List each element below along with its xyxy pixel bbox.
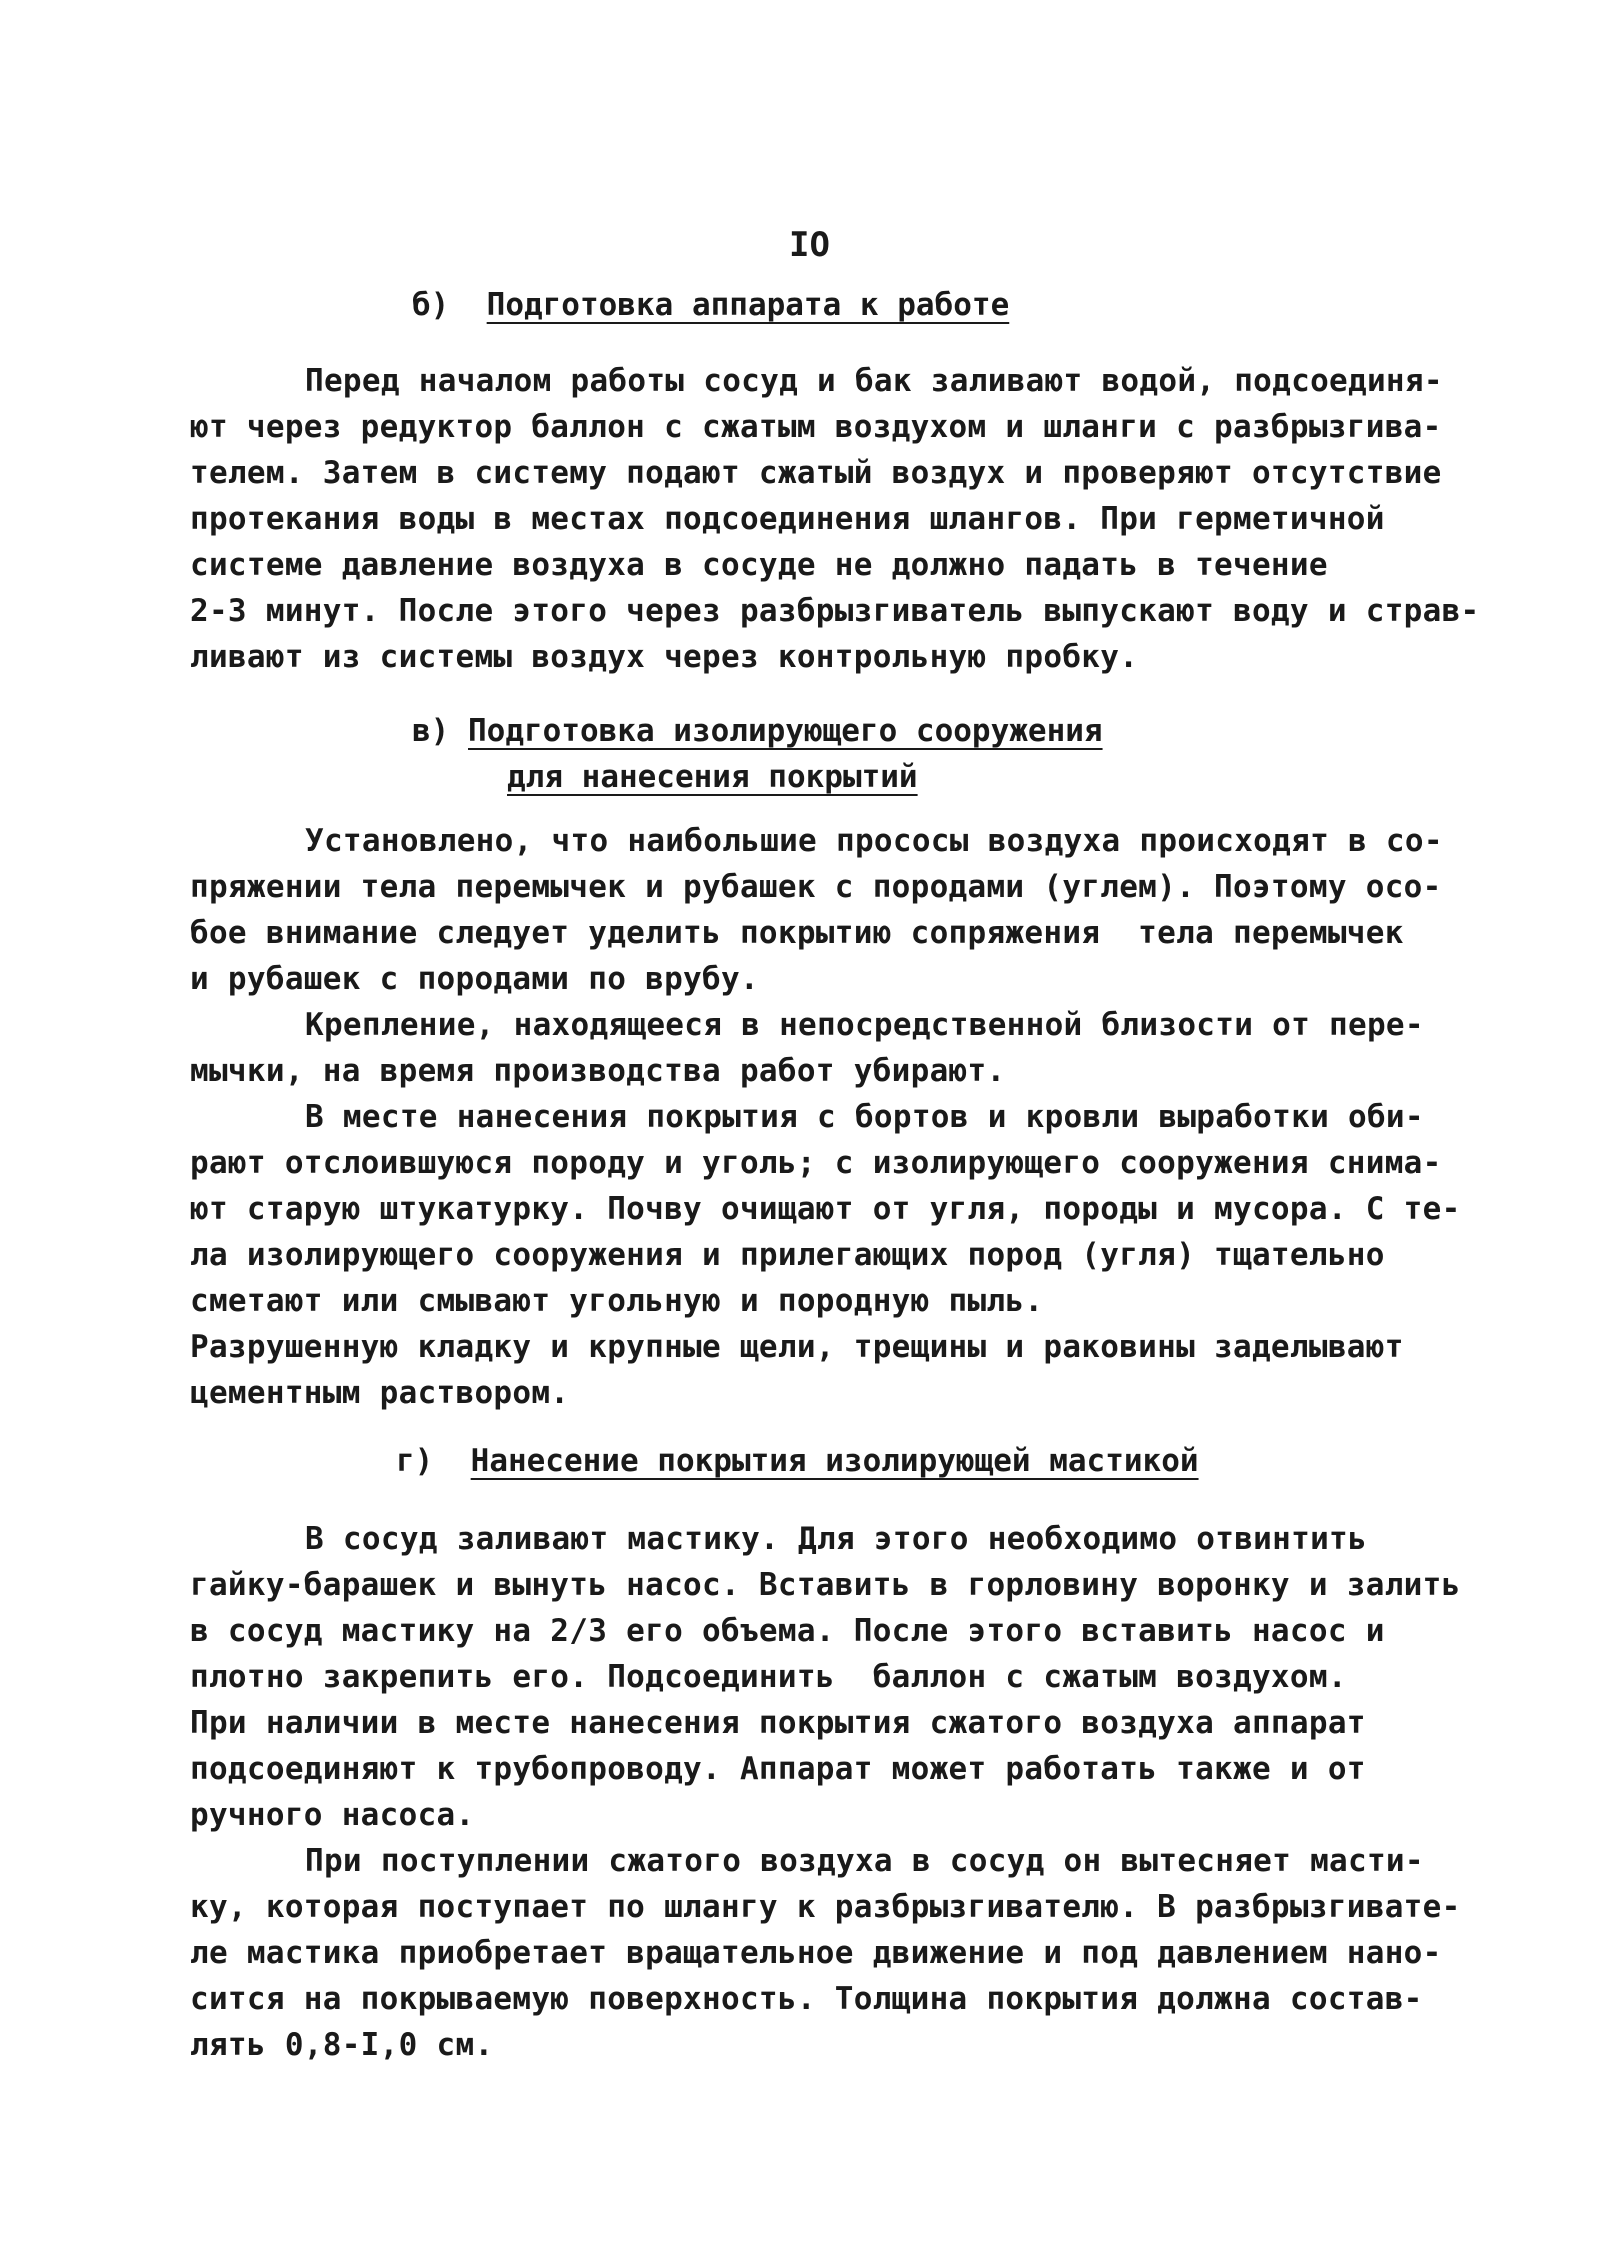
section-b-line: ливают из системы воздух через контрольную пробку. <box>190 639 1139 675</box>
section-v-line: рают отслоившуюся породу и уголь; с изолирующего сооружения снима- <box>190 1145 1442 1181</box>
section-b-line: телем. Затем в систему подают сжатый воздух и проверяют отсутствие <box>190 455 1442 491</box>
section-g-line: сится на покрываемую поверхность. Толщина покрытия должна состав- <box>190 1981 1423 2017</box>
section-v-line: бое внимание следует уделить покрытию сопряжения тела перемычек <box>190 915 1404 951</box>
section-v-line: цементным раствором. <box>190 1375 570 1411</box>
section-g-marker: г) <box>396 1443 434 1479</box>
section-g-line: гайку-барашек и вынуть насос. Вставить в горловину воронку и залить <box>190 1567 1461 1603</box>
section-v-line: пряжении тела перемычек и рубашек с породами (углем). Поэтому осо- <box>190 869 1442 905</box>
section-b-title: Подготовка аппарата к работе <box>486 287 1010 323</box>
section-b-line: системе давление воздуха в сосуде не должно падать в течение <box>190 547 1328 583</box>
section-v-line: Разрушенную кладку и крупные щели, трещины и раковины заделывают <box>190 1329 1404 1365</box>
section-g-line: ле мастика приобретает вращательное движение и под давлением нано- <box>190 1935 1442 1971</box>
section-v-line: Крепление, находящееся в непосредственной близости от пере- <box>305 1007 1424 1043</box>
section-v-heading <box>412 708 1103 754</box>
section-g-line: ручного насоса. <box>190 1797 475 1833</box>
section-b-line: ют через редуктор баллон с сжатым воздухом и шланги с разбрызгива- <box>190 409 1442 445</box>
section-v-line: Установлено, что наибольшие прососы воздуха происходят в со- <box>305 823 1443 859</box>
section-g-line: подсоединяют к трубопроводу. Аппарат может работать также и от <box>190 1751 1366 1787</box>
section-g-line: В сосуд заливают мастику. Для этого необходимо отвинтить <box>305 1521 1367 1557</box>
section-v-line: сметают или смывают угольную и породную пыль. <box>190 1283 1044 1319</box>
section-b-line: Перед началом работы сосуд и бак заливают водой, подсоединя- <box>305 363 1443 399</box>
section-g-line: При наличии в месте нанесения покрытия сжатого воздуха аппарат <box>190 1705 1366 1741</box>
section-g-heading <box>396 1438 1199 1484</box>
section-v-title-line2: для нанесения покрытий <box>507 759 918 795</box>
section-v-line: и рубашек с породами по врубу. <box>190 961 759 997</box>
section-g-line: в сосуд мастику на 2/3 его объема. После этого вставить насос и <box>190 1613 1385 1649</box>
section-g-title: Нанесение покрытия изолирующей мастикой <box>470 1443 1199 1479</box>
section-v-title-line1: Подготовка изолирующего сооружения <box>468 713 1103 749</box>
section-b-marker: б) <box>412 287 450 323</box>
section-v-line: ла изолирующего сооружения и прилегающих пород (угля) тщательно <box>190 1237 1385 1273</box>
section-v-marker: в) <box>412 713 450 749</box>
section-v-line: В месте нанесения покрытия с бортов и кровли выработки оби- <box>305 1099 1424 1135</box>
section-b-line: протекания воды в местах подсоединения шлангов. При герметичной <box>190 501 1385 537</box>
section-g-line: ку, которая поступает по шлангу к разбрызгивателю. В разбрызгивате- <box>190 1889 1461 1925</box>
section-g-line: При поступлении сжатого воздуха в сосуд он вытесняет масти- <box>305 1843 1424 1879</box>
section-g-line: лять 0,8-I,0 см. <box>190 2027 494 2063</box>
section-g-line: плотно закрепить его. Подсоединить баллон с сжатым воздухом. <box>190 1659 1347 1695</box>
section-v-line: ют старую штукатурку. Почву очищают от угля, породы и мусора. С те- <box>190 1191 1461 1227</box>
section-v-line: мычки, на время производства работ убирают. <box>190 1053 1006 1089</box>
page-number: IO <box>789 225 830 265</box>
section-v-heading-cont <box>507 754 918 800</box>
section-b-line: 2-3 минут. После этого через разбрызгиватель выпускают воду и страв- <box>190 593 1480 629</box>
section-b-heading <box>412 282 1009 328</box>
